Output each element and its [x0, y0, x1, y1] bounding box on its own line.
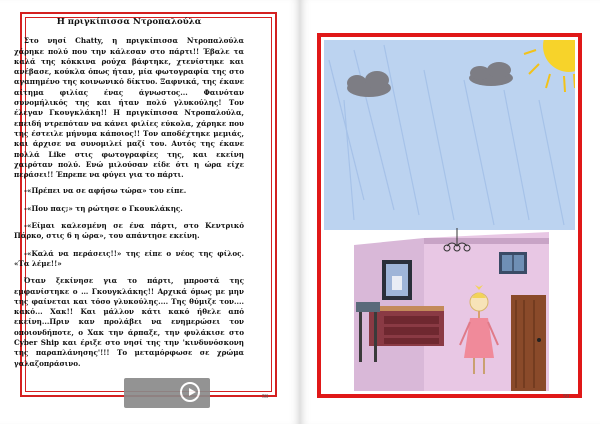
- story-title: Η πριγκίπισσα Ντροπαλούλα: [56, 17, 202, 27]
- story-text: [14, 17, 244, 375]
- play-icon[interactable]: [180, 382, 200, 402]
- play-button[interactable]: [124, 378, 210, 408]
- dialog-line: -«Πρέπει να σε αφήσω τώρα» του είπε.: [24, 186, 187, 196]
- page-number-right: 59: [563, 394, 569, 400]
- right-page: [300, 0, 600, 424]
- dialog-line: -«Που πας;» τη ρώτησε ο Γκουκλάκης.: [24, 203, 183, 213]
- dialog-line: -«Καλά να περάσεις!!» της είπε ο νέος της φίλος. «Τα λέμε!!»: [14, 248, 244, 268]
- page-number-left: 58: [262, 394, 268, 400]
- child-drawing-illustration: [324, 40, 575, 391]
- dialog-line: -«Είμαι καλεσμένη σε ένα πάρτι, στο Κεντρικό Πάρκο, στις 6 η ώρα», του απάντησε εκείνη.: [14, 221, 244, 241]
- story-paragraph: Όταν ξεκίνησε για το πάρτι, μπροστά της εμφανίστηκε ο … Γκουγκλάκης!! Αρχικά όμως με μην της φαίνεται και τόσο γλυκούλης.... Της θύμιζε τον.... κακό... Χακ!! Και μάλλον κάτι κακό ήθελε από εκείνη...Πριν καν προλάβει να ενημερώσει τον οποιονδήποτε, ο Χακ την άρπαξε, την φυλάκισε στο Cyber Ship και έριξε στο νησί της την 'κινδυνόσκονη της παραπλάνησης'!!! Το μεταμόρφωσε σε χρώμα γαλαζοπράσινο.: [14, 276, 244, 368]
- story-paragraph: Στο νησί Chatty, η πριγκίπισσα Ντροπαλούλα χάρηκε πολύ που την κάλεσαν στο πάρτι!! Έβαλε τα καλά της κόκκινα ρούχα βάφτηκε, χτενίστηκε και ανέβασε, κούκλα όπως ήταν, μία φωτογραφία της στο αγαπημένο της κοινωνικό δίκτυο. Ξαφνικά, της έκανε αίτημα φιλίας ένας άγνωστος... Φαινόταν συνομήλικός της και ήταν πολύ γλυκούλης! Τον έλεγαν Γκουγκλάκη!! Η πριγκίπισσα Ντροπαλούλα, επειδή ντρεπόταν να κάνει φιλίες εύκολα, χάρηκε που της έστειλε μήνυμα κάποιος!! Τον αποδέχτηκε μεμιάς, και άρχισε να συνομιλεί μαζί του. Αυτός της έκανε πολλά Like στις φωτογραφίες της, και εκείνη χαιρόταν πολύ. Ενώ μιλούσαν είδε ότι η ώρα είχε περάσει!! Έπρεπε να φύγει για το πάρτι.: [14, 36, 244, 180]
- illustration-frame: [317, 33, 582, 398]
